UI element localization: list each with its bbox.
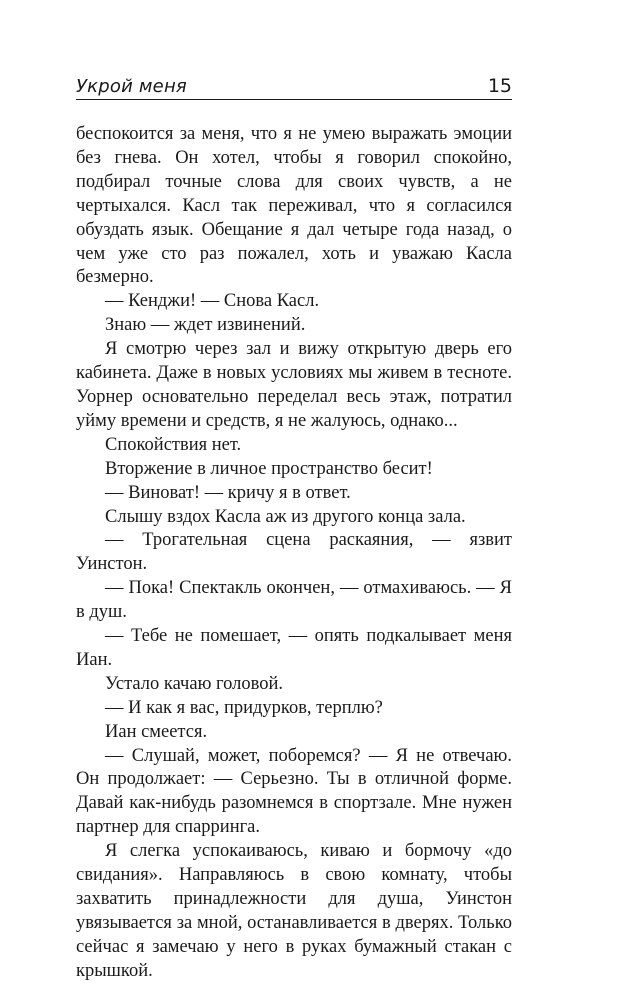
paragraph: Вторжение в личное пространство бесит! xyxy=(105,458,433,479)
paragraph: Знаю — ждет извинений. xyxy=(105,315,306,336)
running-header xyxy=(76,72,512,100)
body-text xyxy=(76,123,512,984)
paragraph: Иан смеется. xyxy=(105,721,208,742)
paragraph: Спокойствия нет. xyxy=(105,434,242,455)
paragraph: Устало качаю головой. xyxy=(105,673,284,694)
paragraph: — Слушай, может, поборемся? — Я не отвечаю. Он продолжает: — Серьезно. Ты в отличной форме. Давай как-нибудь разомнемся в спортзале. Мне нужен партнер для спарринга. xyxy=(76,745,512,838)
paragraph: — Трогательная сцена раскаяния, — язвит Уинстон. xyxy=(76,530,512,575)
paragraph: — Кенджи! — Снова Касл. xyxy=(105,291,320,312)
paragraph: Я слегка успокаиваюсь, киваю и бормочу «до свидания». Направляюсь в свою комнату, чтобы захватить принадлежности для душа, Уинстон увязывается за мной, останавливается в дверях. Только сейчас я замечаю у него в руках бумажный стакан с крышкой. xyxy=(76,841,512,981)
paragraph: — Пока! Спектакль окончен, — отмахиваюсь. — Я в душ. xyxy=(76,578,512,623)
book-title: Укрой меня xyxy=(76,76,187,97)
paragraph: — Виноват! — кричу я в ответ. xyxy=(105,482,351,503)
paragraph: — Тебе не помешает, — опять подкалывает меня Иан. xyxy=(76,626,512,670)
page-number: 15 xyxy=(487,75,512,97)
paragraph: — И как я вас, придурков, терплю? xyxy=(105,697,383,718)
paragraph: Слышу вздох Касла аж из другого конца зала. xyxy=(105,506,466,527)
paragraph: беспокоится за меня, что я не умею выражать эмоции без гнева. Он хотел, чтобы я говорил спокойно, подбирал точные слова для своих чувств, а не чертыхался. Касл так переживал, что я согласился обуздать язык. Обещание я дал четыре года назад, о чем уже сто раз пожалел, хоть и уважаю Касла безмерно. xyxy=(76,124,512,288)
header-rule xyxy=(76,99,512,100)
paragraph: Я смотрю через зал и вижу открытую дверь его кабинета. Даже в новых условиях мы живем в тесноте. Уорнер основательно переделал весь этаж, потратил уйму времени и средств, я не жалуюсь, однако... xyxy=(76,339,512,431)
